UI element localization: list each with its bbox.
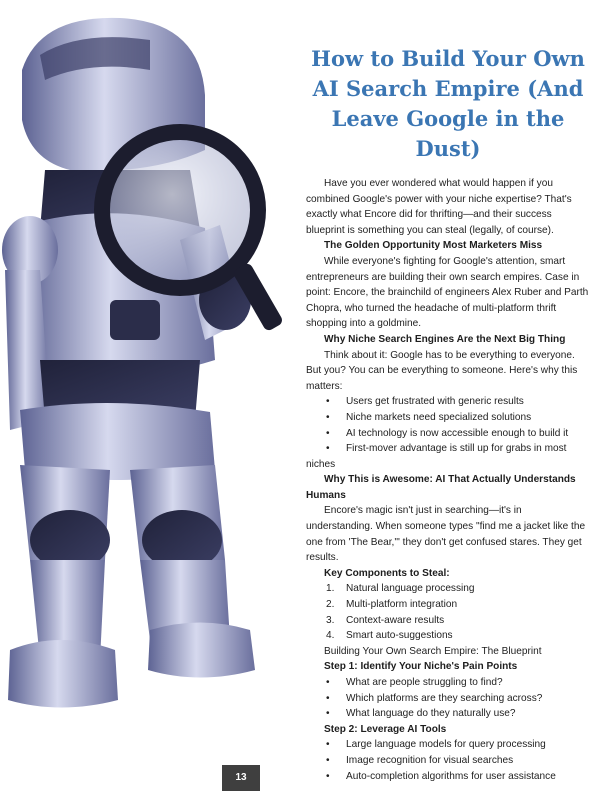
- blueprint-line: Building Your Own Search Empire: The Blueprint: [324, 645, 542, 657]
- key-components-list: [306, 581, 590, 643]
- list-item-text: Users get frustrated with generic results: [346, 396, 524, 408]
- list-item-text: First-mover advantage is still up for grabs in most niches: [306, 443, 567, 470]
- heading-key-components: Key Components to Steal:: [324, 567, 450, 579]
- step-1-list: [306, 675, 590, 722]
- heading-why-awesome: Why This is Awesome: AI That Actually Understands Humans: [306, 474, 576, 501]
- why-niche-paragraph: Think about it: Google has to be everything to everyone. But you? You can be everything to someone. Here's why this matters:: [306, 349, 578, 392]
- why-niche-list: [306, 394, 590, 472]
- list-item-text: What are people struggling to find?: [346, 677, 503, 688]
- list-item: [306, 394, 590, 410]
- list-item: 3. Context-aware results: [326, 614, 445, 626]
- list-item-text: Natural language processing: [346, 583, 475, 595]
- bullet-glyph: •: [326, 754, 330, 766]
- golden-opportunity-paragraph: While everyone's fighting for Google's attention, smart entrepreneurs are building their own search empires. Case in point: Encore, the brainchild of engineers Alex Ruber and Parth Chopra, who turned the headache of multi-platform thrift shopping into a goldmine.: [306, 255, 589, 330]
- list-item-text: Context-aware results: [346, 614, 445, 626]
- bullet-glyph: •: [326, 692, 330, 704]
- list-item-text: What language do they naturally use?: [346, 708, 516, 720]
- list-item: [306, 426, 590, 442]
- page-number: 13: [222, 765, 260, 791]
- why-awesome-paragraph: Encore's magic isn't just in searching—it's in understanding. When someone types "find me a jacket like the one from 'The Bear,'" they don't get confused stares. They get results.: [306, 505, 586, 564]
- list-item: [306, 706, 590, 722]
- list-item-text: Multi-platform integration: [346, 599, 458, 611]
- list-item-text: Large language models for query processing: [346, 739, 546, 751]
- heading-why-niche: Why Niche Search Engines Are the Next Big Thing: [324, 333, 566, 345]
- article-column: [306, 44, 590, 784]
- bullet-glyph: •: [326, 427, 330, 439]
- list-item-text: Which platforms are they searching across?: [346, 692, 543, 704]
- step-2-list: [306, 737, 590, 784]
- list-item: [306, 753, 590, 769]
- list-item-text: AI technology is now accessible enough to build it: [346, 427, 569, 439]
- list-item: [306, 769, 590, 785]
- list-item-text: Niche markets need specialized solutions: [346, 411, 532, 423]
- heading-step-1: Step 1: Identify Your Niche's Pain Points: [324, 661, 518, 673]
- list-item-text: Auto-completion algorithms for user assistance: [346, 770, 556, 782]
- list-item: [306, 410, 590, 426]
- list-item: 1. Natural language processing: [326, 583, 475, 595]
- heading-golden-opportunity: The Golden Opportunity Most Marketers Miss: [324, 240, 543, 252]
- bullet-glyph: •: [326, 411, 330, 423]
- bullet-glyph: •: [326, 396, 330, 408]
- bullet-glyph: •: [326, 739, 330, 751]
- list-item: 2. Multi-platform integration: [326, 599, 458, 611]
- list-item: [306, 675, 590, 691]
- heading-step-2: Step 2: Leverage AI Tools: [324, 723, 447, 735]
- list-item-text: Smart auto-suggestions: [346, 630, 453, 642]
- list-item: [306, 691, 590, 707]
- bullet-glyph: •: [326, 770, 330, 782]
- list-item: [306, 441, 590, 472]
- robot-magnifier-illustration: [0, 0, 300, 740]
- intro-paragraph: Have you ever wondered what would happen if you combined Google's power with your niche expertise? That's exactly what Encore did for thrifting—and their success blueprint is something you can steal (legally, of course).: [306, 178, 572, 236]
- article-title: How to Build Your Own AI Search Empire (And Leave Google in the Dust): [311, 46, 585, 161]
- list-item: 4. Smart auto-suggestions: [326, 630, 453, 642]
- list-item: [306, 737, 590, 753]
- bullet-glyph: •: [326, 677, 330, 688]
- list-item-text: Image recognition for visual searches: [346, 754, 514, 766]
- bullet-glyph: •: [326, 443, 330, 455]
- bullet-glyph: •: [326, 708, 330, 720]
